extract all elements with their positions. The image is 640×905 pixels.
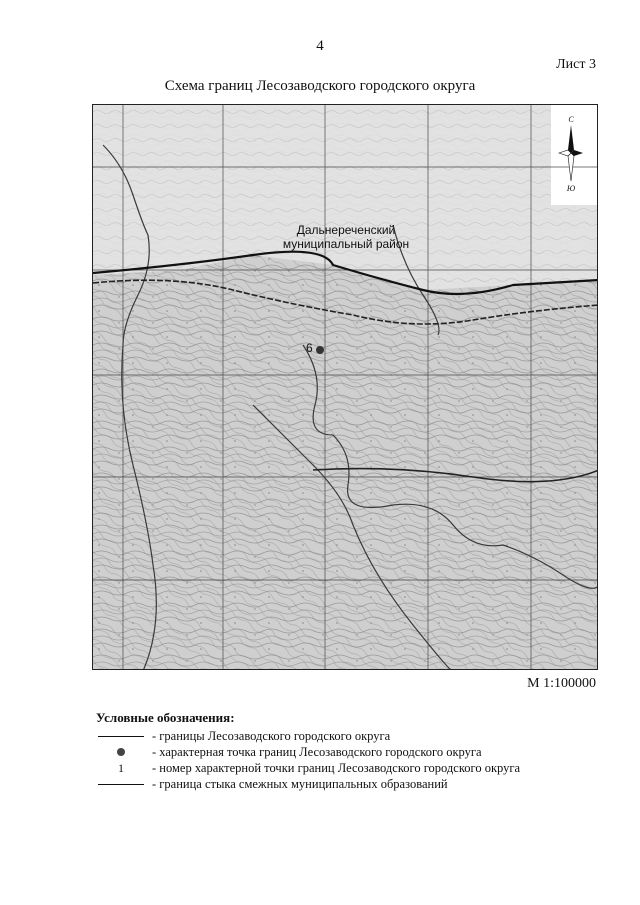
map-scale: М 1:100000 — [527, 676, 596, 691]
legend-item-point — [96, 744, 596, 760]
neighbouring-district-area — [93, 105, 598, 290]
map-title: Схема границ Лесозаводского городского округа — [164, 78, 476, 94]
legend-item-boundary — [96, 728, 596, 744]
page-number: 4 — [316, 38, 324, 54]
legend-title: Условные обозначения: — [96, 710, 235, 725]
legend-item-point-number — [96, 760, 596, 776]
point-number-symbol: 1 — [118, 760, 124, 775]
district-label-line1: Дальнереченский — [296, 223, 396, 237]
legend-item-label: - граница стыка смежных муниципальных образований — [152, 776, 448, 791]
legend — [96, 710, 596, 792]
legend-item-junction — [96, 776, 596, 792]
boundary-line-icon — [98, 736, 144, 737]
district-label-line2: муниципальный район — [282, 237, 410, 251]
topographic-map[interactable] — [92, 104, 598, 670]
junction-line-icon — [98, 784, 144, 785]
point-dot-icon — [117, 748, 125, 756]
map-canvas — [93, 105, 598, 670]
legend-item-label: - номер характерной точки границ Лесозаводского городского округа — [152, 760, 521, 775]
sheet-label: Лист 3 — [556, 57, 596, 72]
point-number-label: 6 — [306, 341, 313, 355]
legend-item-label: - характерная точка границ Лесозаводского городского округа — [152, 744, 482, 759]
compass-north-label: С — [568, 115, 574, 124]
boundary-point-marker[interactable] — [316, 346, 324, 354]
compass-south-label: Ю — [566, 184, 576, 193]
legend-item-label: - границы Лесозаводского городского округа — [152, 728, 391, 743]
